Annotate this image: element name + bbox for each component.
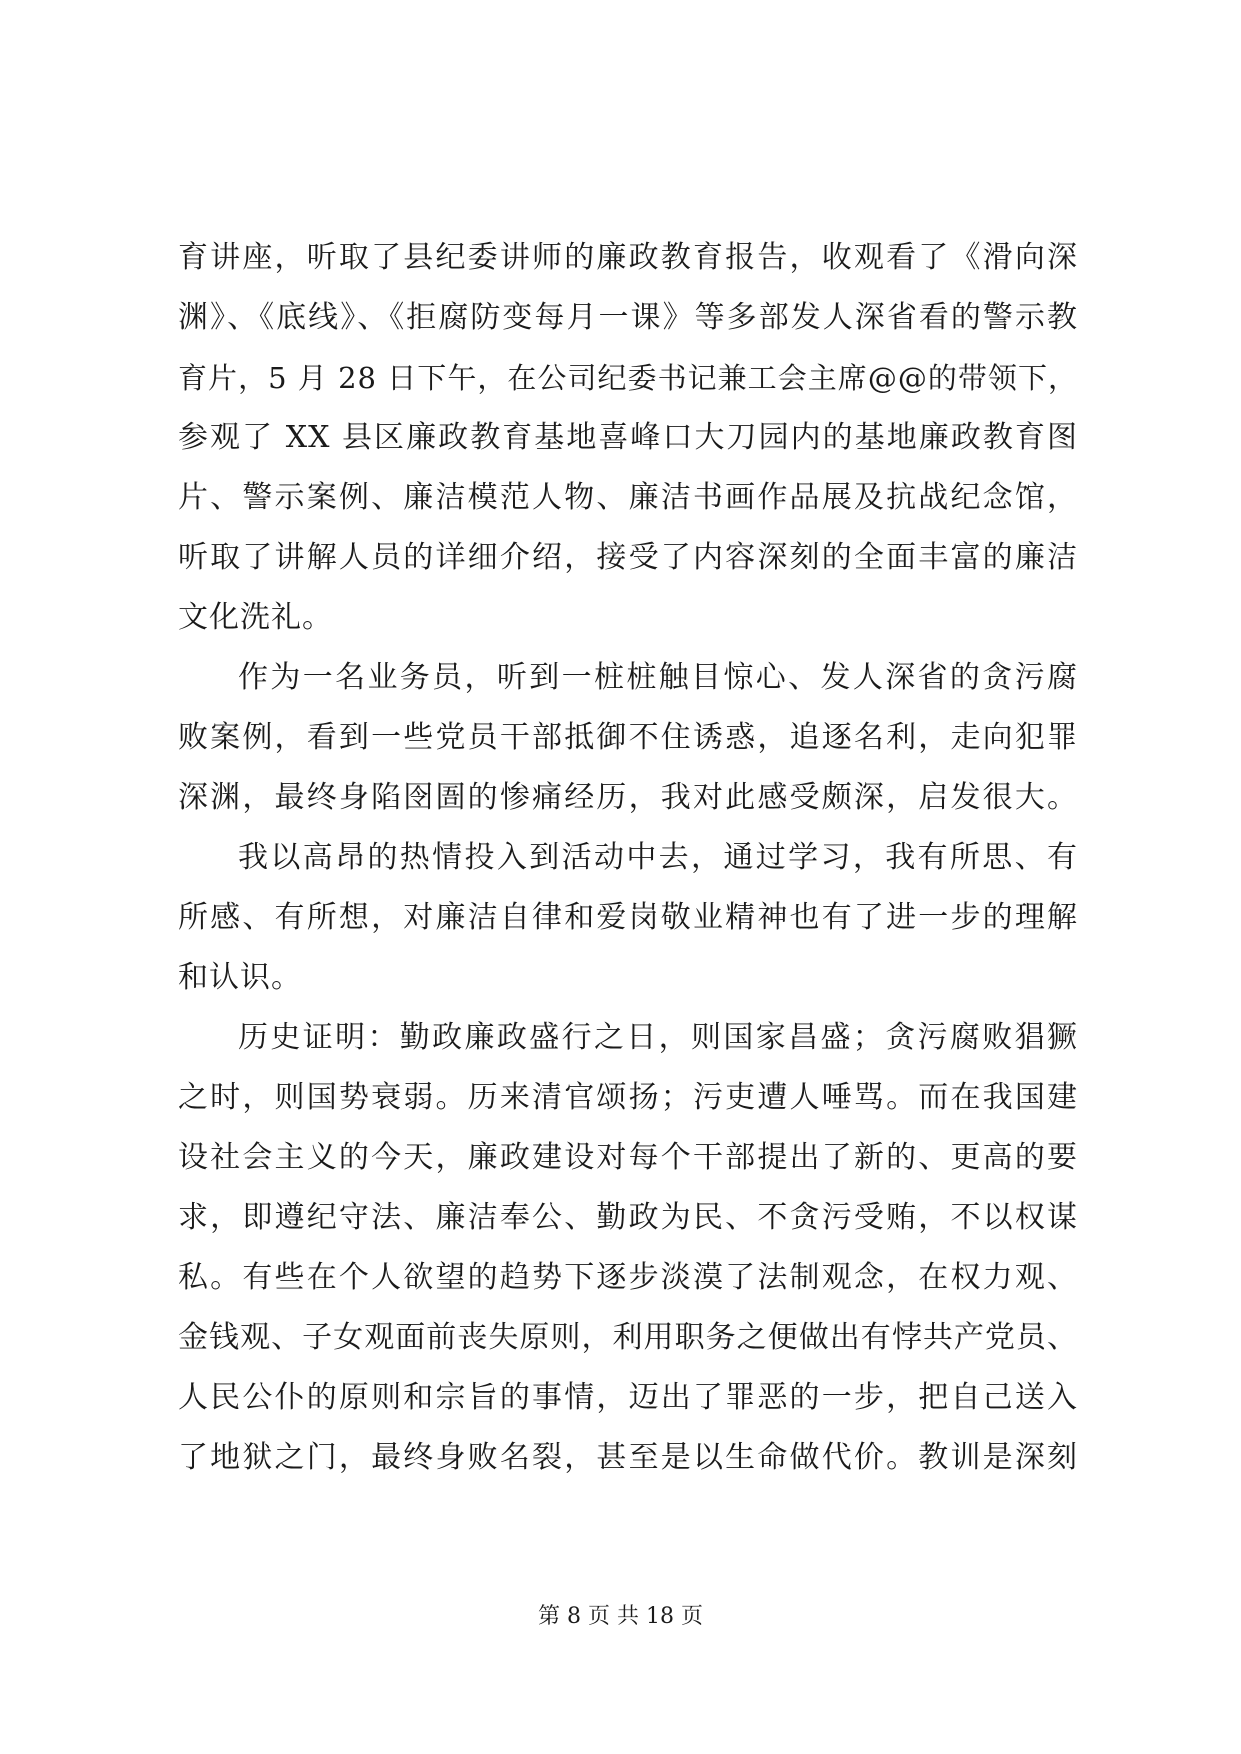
paragraph-first-line: 历史证明：勤政廉政盛行之日，则国家昌盛；贪污腐败猖獗 [238,1020,1078,1055]
text-line: 听取了讲解人员的详细介绍，接受了内容深刻的全面丰富的廉洁 [178,540,1078,575]
body-text [178,228,1078,1488]
text-line: 育讲座，听取了县纪委讲师的廉政教育报告，收观看了《滑向深 [178,240,1078,275]
text-line: 求，即遵纪守法、廉洁奉公、勤政为民、不贪污受贿，不以权谋 [178,1200,1078,1235]
page-number-footer: 第 8 页 共 18 页 [538,1604,703,1629]
text-line: 深渊，最终身陷囹圄的惨痛经历，我对此感受颇深，启发很大。 [178,780,1078,815]
text-line: 私。有些在个人欲望的趋势下逐步淡漠了法制观念，在权力观、 [178,1260,1078,1295]
text-line: 所感、有所想，对廉洁自律和爱岗敬业精神也有了进一步的理解 [178,900,1078,935]
text-line: 育片，5 月 28 日下午，在公司纪委书记兼工会主席@@的带领下， [178,361,1078,395]
text-line: 文化洗礼。 [178,600,333,635]
text-line: 片、警示案例、廉洁模范人物、廉洁书画作品展及抗战纪念馆， [178,480,1078,515]
text-line: 之时，则国势衰弱。历来清官颂扬；污吏遭人唾骂。而在我国建 [178,1080,1078,1115]
text-line: 人民公仆的原则和宗旨的事情，迈出了罪恶的一步，把自己送入 [178,1380,1078,1415]
text-line: 金钱观、子女观面前丧失原则，利用职务之便做出有悖共产党员、 [178,1320,1078,1355]
text-line: 了地狱之门，最终身败名裂，甚至是以生命做代价。教训是深刻 [178,1440,1078,1475]
text-line: 败案例，看到一些党员干部抵御不住诱惑，追逐名利，走向犯罪 [178,720,1078,755]
paragraph-first-line: 我以高昂的热情投入到活动中去，通过学习，我有所思、有 [238,840,1078,875]
text-line: 和认识。 [178,960,302,995]
text-line: 设社会主义的今天，廉政建设对每个干部提出了新的、更高的要 [178,1140,1078,1175]
paragraph-first-line: 作为一名业务员，听到一桩桩触目惊心、发人深省的贪污腐 [238,660,1078,695]
text-line: 渊》、《底线》、《拒腐防变每月一课》等多部发人深省看的警示教 [178,300,1078,335]
text-line: 参观了 XX 县区廉政教育基地喜峰口大刀园内的基地廉政教育图 [178,420,1078,455]
